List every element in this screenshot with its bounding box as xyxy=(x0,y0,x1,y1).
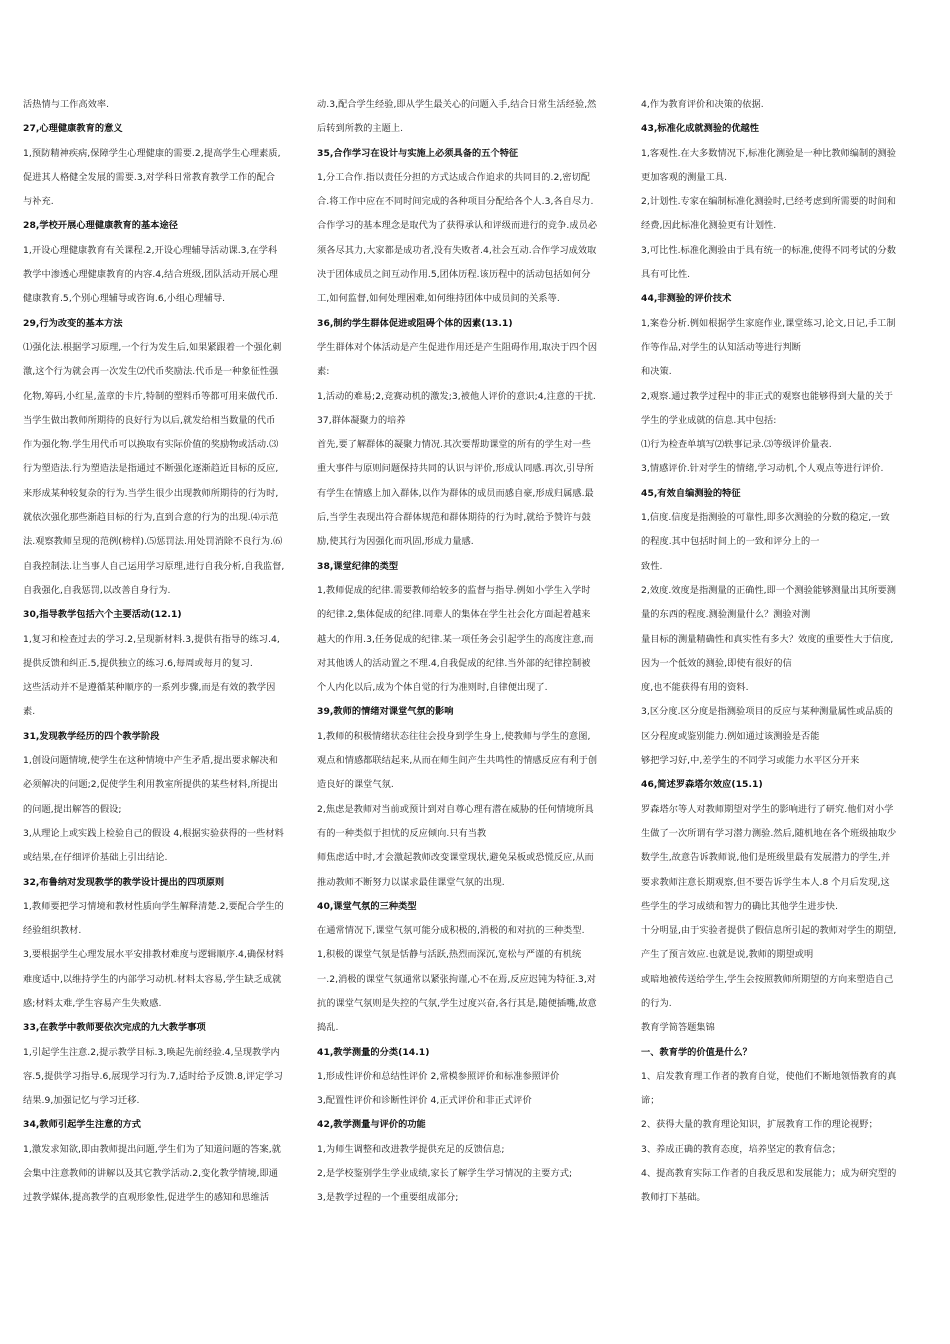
text-line: 学生的学业成就的信息.其中包括: xyxy=(641,414,777,426)
text-line: 的问题,提出解答的假设; xyxy=(23,803,122,815)
text-line: 3,从理论上或实践上检验自己的假设 4,根据实验获得的一些材料 xyxy=(23,827,284,839)
section-heading: 46,简述罗森塔尔效应(15.1) xyxy=(641,779,763,791)
text-line: 素: xyxy=(317,366,330,378)
section-heading: 44,非测验的评价技术 xyxy=(641,293,732,305)
text-line: 因为一个低效的测验,即使有很好的信 xyxy=(641,657,792,669)
section-heading: 28,学校开展心理健康教育的基本途径 xyxy=(23,220,178,232)
text-line: 量目标的测量精确性和真实性有多大？效度的重要性大于信度, xyxy=(641,633,894,645)
section-heading: 27,心理健康教育的意义 xyxy=(23,123,123,135)
section-heading: 29,行为改变的基本方法 xyxy=(23,317,123,329)
text-line: 难度适中,以维持学生的内部学习动机.材料太容易,学生缺乏成就 xyxy=(23,973,282,985)
section-heading: 42,教学测量与评价的功能 xyxy=(317,1119,426,1131)
text-line: 过教学媒体,提高教学的直观形象性,促进学生的感知和思维活 xyxy=(23,1192,270,1204)
text-line: 学生群体对个体活动是产生促进作用还是产生阻碍作用,取决于四个因 xyxy=(317,341,598,353)
text-line: 作为强化物.学生用代币可以换取有实际价值的奖励物或活动.⑶ xyxy=(23,439,279,451)
text-line: 3,要根据学生心理发展水平安排教材难度与逻辑顺序.4,确保材料 xyxy=(23,949,284,961)
text-line: 1,开设心理健康教育有关课程.2,开设心理辅导活动课.3,在学科 xyxy=(23,244,278,256)
text-line: 自我控制法.让当事人自己运用学习原理,进行自我分析,自我监督, xyxy=(23,560,285,572)
text-line: 具有可比性. xyxy=(641,269,691,281)
text-line: 度,也不能获得有用的资料. xyxy=(641,682,749,694)
text-line: 的程度.其中包括时间上的一致和评分上的一 xyxy=(641,536,820,548)
text-line: 促进其人格健全发展的需要.3,对学科日常教育教学工作的配合 xyxy=(23,171,276,183)
text-line: 来形成某种较复杂的行为.当学生很少出现教师所期待的行为时, xyxy=(23,487,279,499)
text-line: 2,效度.效度是指测量的正确性,即一个测验能够测量出其所要测 xyxy=(641,584,896,596)
text-line: 1,形成性评价和总结性评价 2,常模参照评价和标准参照评价 xyxy=(317,1070,560,1082)
text-line: 捣乱. xyxy=(317,1022,339,1034)
text-line: 行为塑造法.行为塑造法是指通过不断强化逐渐趋近目标的反应, xyxy=(23,463,279,475)
text-line: 4,作为教育评价和决策的依据. xyxy=(641,99,764,110)
text-line: 经费,因此标准化测验更有计划性. xyxy=(641,220,777,232)
text-line: 4、提高教育实际工作者的自我反思和发展能力；成为研究型的 xyxy=(641,1168,897,1180)
text-line: 结果.9,加强记忆与学习迁移. xyxy=(23,1095,140,1107)
text-line: 推动教师不断努力以谋求最佳课堂气氛的出现. xyxy=(317,876,505,888)
text-column-right xyxy=(641,93,933,1211)
text-line: 3,可比性.标准化测验由于具有统一的标准,使得不同考试的分数 xyxy=(641,244,896,256)
text-line: 1,激发求知欲,即由教师提出问题,学生们为了知道问题的答案,就 xyxy=(23,1143,281,1155)
text-line: 量的东西的程度.测验测量什么？测验对测 xyxy=(641,609,811,621)
text-line: 作等作品,对学生的认知活动等进行判断 xyxy=(641,341,802,353)
text-line: 越大的作用.3,任务促成的纪律.某一项任务会引起学生的高度注意,而 xyxy=(317,633,594,645)
text-line: 3、养成正确的教育态度，培养坚定的教育信念； xyxy=(641,1143,841,1155)
text-line: 1,为师生调整和改进教学提供充足的反馈信息; xyxy=(317,1143,505,1155)
section-heading: 45,有效自编测验的特征 xyxy=(641,487,741,499)
section-heading: 32,布鲁纳对发现教学的教学设计提出的四项原则 xyxy=(23,876,225,888)
text-line: 1,复习和检查过去的学习.2,呈现新材料.3,提供有指导的练习.4, xyxy=(23,633,280,645)
text-line: 1,教师要把学习情境和教材性质向学生解释清楚.2,要配合学生的 xyxy=(23,900,284,912)
text-line: 的行为. xyxy=(641,997,672,1009)
text-line: 激,这个行为就会再一次发生⑵代币奖励法.代币是一种象征性强 xyxy=(23,366,279,378)
text-line: 对其他诱人的活动置之不理.4,自我促成的纪律.当外部的纪律控制被 xyxy=(317,657,591,669)
text-line: 造良好的课堂气氛. xyxy=(317,779,394,791)
text-line: 3,配置性评价和诊断性评价 4,正式评价和非正式评价 xyxy=(317,1095,532,1107)
text-line: 有学生在情感上加入群体,以作为群体的成员而感自豪,形成归属感.最 xyxy=(317,487,594,499)
text-line: 1,信度.信度是指测验的可靠性,即多次测验的分数的稳定,一致 xyxy=(641,512,890,524)
text-line: 1,教师促成的纪律.需要教师给较多的监督与指导.例如小学生入学时 xyxy=(317,584,591,596)
text-line: 37,群体凝聚力的培养 xyxy=(317,414,406,426)
text-line: 有的一种类似于担忧的反应倾向.只有当教 xyxy=(317,827,487,839)
text-line: 数学生,故意告诉教师说,他们是班级里最有发展潜力的学生,并 xyxy=(641,852,891,864)
text-line: 的纪律.2,集体促成的纪律.同辈人的集体在学生社会化方面起着越来 xyxy=(317,609,591,621)
text-line: 合.将工作中应在不同时间完成的各种项目分配给各个人.3,各自尽力. xyxy=(317,196,594,208)
text-line: 经验组织教材. xyxy=(23,925,82,937)
text-line: ⑴强化法.根据学习原理,一个行为发生后,如果紧跟着一个强化刺 xyxy=(23,341,282,353)
text-line: 或暗地被传送给学生,学生会按照教师所期望的方向来塑造自己 xyxy=(641,973,894,985)
text-line: 1,客观性.在大多数情况下,标准化测验是一种比教师编制的测验 xyxy=(641,147,896,159)
text-line: 一.2,消极的课堂气氛通常以紧张拘谨,心不在焉,反应迟钝为特征.3,对 xyxy=(317,973,597,985)
section-heading: 43,标准化成就测验的优越性 xyxy=(641,123,760,135)
text-line: 1、启发教育理工作者的教育自觉，使他们不断地领悟教育的真 xyxy=(641,1070,897,1082)
text-line: 这些活动并不是遵循某种顺序的一系列步骤,而是有效的教学因 xyxy=(23,682,276,694)
section-heading: 39,教师的情绪对课堂气氛的影响 xyxy=(317,706,454,718)
text-line: 1,积极的课堂气氛是恬静与活跃,热烈而深沉,宽松与严谨的有机统 xyxy=(317,949,582,961)
text-line: 够把学习好,中,差学生的不同学习或能力水平区分开来 xyxy=(641,755,860,767)
text-line: 感;材料太难,学生容易产生失败感. xyxy=(23,997,162,1009)
text-line: 合作学习的基本理念是取代为了获得承认和评级而进行的竞争.成员必 xyxy=(317,220,598,232)
section-heading: 34,教师引起学生注意的方式 xyxy=(23,1119,142,1131)
text-line: 1,预防精神疾病,保障学生心理健康的需要.2,提高学生心理素质, xyxy=(23,147,281,159)
text-line: 化物,筹码,小红星,盖章的卡片,特制的塑料币等都可用来做代币. xyxy=(23,390,279,402)
text-line: 致性. xyxy=(641,560,663,572)
text-line: 1,教师的积极情绪状态往往会投身到学生身上,使教师与学生的意图, xyxy=(317,730,591,742)
text-line: 十分明显,由于实验者提供了假信息所引起的教师对学生的期望, xyxy=(641,925,897,937)
text-line: 法.观察教师呈现的范例(榜样).⑸惩罚法.用处罚消除不良行为.⑹ xyxy=(23,536,283,548)
text-line: 和决策. xyxy=(641,366,672,378)
text-line: 1,创设问题情境,使学生在这种情境中产生矛盾,提出要求解决和 xyxy=(23,755,278,767)
text-line: 生做了一次所谓有学习潜力测验.然后,随机地在各个班级抽取少 xyxy=(641,827,897,839)
text-line: 须各尽其力,大家都是成功者,没有失败者.4,社会互动.合作学习成效取 xyxy=(317,244,597,256)
text-column-middle xyxy=(317,93,609,1211)
text-line: 1,案卷分析.例如根据学生家庭作业,课堂练习,论文,日记,手工制 xyxy=(641,317,896,329)
section-heading: 33,在教学中教师要依次完成的九大教学事项 xyxy=(23,1022,206,1034)
text-line: 更加客观的测量工具. xyxy=(641,171,728,183)
text-line: 后转到所教的主题上. xyxy=(317,123,404,135)
text-line: 重大事件与原则问题保持共同的认识与评价,形成认同感.再次,引导所 xyxy=(317,463,594,475)
text-line: 教学中渗透心理健康教育的内容.4,结合班级,团队活动开展心理 xyxy=(23,269,278,281)
text-line: 产生了预言效应.也就是说,教师的期望或明 xyxy=(641,949,814,961)
text-line: 活热情与工作高效率. xyxy=(23,99,110,110)
text-line: 些学生的学习成绩和智力的确比其他学生进步快. xyxy=(641,900,838,912)
text-line: 1,引起学生注意.2,提示教学目标.3,唤起先前经验.4,呈现教学内 xyxy=(23,1046,280,1058)
text-line: 会集中注意教师的讲解以及其它教学活动.2,变化教学情境,即通 xyxy=(23,1168,278,1180)
text-line: ⑴行为检查单填写⑵轶事记录.⑶等级评价量表. xyxy=(641,439,832,451)
section-heading: 38,课堂纪律的类型 xyxy=(317,560,399,572)
text-line: 在通常情况下,课堂气氛可能分成积极的,消极的和对抗的三种类型. xyxy=(317,925,585,937)
text-line: 3,是教学过程的一个重要组成部分; xyxy=(317,1192,459,1204)
text-line: 2,是学校鉴别学生学业成绩,家长了解学生学习情况的主要方式; xyxy=(317,1168,573,1180)
text-line: 必须解决的问题;2,促使学生利用教室所提供的某些材料,所提出 xyxy=(23,779,279,791)
text-line: 2,计划性.专家在编制标准化测验时,已经考虑到所需要的时间和 xyxy=(641,196,896,208)
text-line: 3,区分度.区分度是指测验项目的反应与某种测量属性或品质的 xyxy=(641,706,894,718)
text-line: 师焦虑适中时,才会激起教师改变课堂现状,避免呆板或恐慌反应,从而 xyxy=(317,852,594,864)
text-column-left xyxy=(23,93,315,1211)
section-heading: 35,合作学习在设计与实施上必须具备的五个特征 xyxy=(317,147,519,159)
text-line: 素. xyxy=(23,706,36,718)
text-line: 工,如何监督,如何处理困难,如何维持团体中成员间的关系等. xyxy=(317,293,560,305)
section-heading: 41,教学测量的分类(14.1) xyxy=(317,1046,430,1058)
section-heading: 40,课堂气氛的三种类型 xyxy=(317,900,417,912)
section-heading: 一、教育学的价值是什么？ xyxy=(641,1046,752,1058)
text-line: 1,活动的难易;2,竞赛动机的激发;3,被他人评价的意识;4,注意的干扰. xyxy=(317,390,596,402)
text-line: 首先,要了解群体的凝聚力情况.其次要帮助课堂的所有的学生对一些 xyxy=(317,439,591,451)
text-line: 提供反馈和纠正.5,提供独立的练习.6,每周或每月的复习. xyxy=(23,657,253,669)
text-line: 2,观察.通过教学过程中的非正式的观察也能够得到大量的关于 xyxy=(641,390,894,402)
text-line: 健康教育.5,个别心理辅导或咨询.6,小组心理辅导. xyxy=(23,293,226,305)
text-line: 罗森塔尔等人对教师期望对学生的影响进行了研究.他们对小学 xyxy=(641,803,894,815)
text-line: 抗的课堂气氛则是失控的气氛,学生过度兴奋,各行其是,随便插嘴,故意 xyxy=(317,997,597,1009)
text-line: 自我强化,自我惩罚,以改善自身行为. xyxy=(23,584,171,596)
text-line: 决于团体成员之间互动作用.5,团体历程.该历程中的活动包括如何分 xyxy=(317,269,591,281)
section-heading: 30,指导教学包括六个主要活动(12.1) xyxy=(23,609,182,621)
section-heading: 36,制约学生群体促进或阻碍个体的因素(13.1) xyxy=(317,317,513,329)
text-line: 就依次强化那些渐趋目标的行为,直到合意的行为的出现.⑷示范 xyxy=(23,512,279,524)
text-line: 后,当学生表现出符合群体规范和群体期待的行为时,就给予赞许与鼓 xyxy=(317,512,591,524)
text-line: 3,情感评价.针对学生的情绪,学习动机,个人观点等进行评价. xyxy=(641,463,884,475)
text-line: 1,分工合作.指以责任分担的方式达成合作追求的共同目的.2,密切配 xyxy=(317,171,591,183)
text-line: 教师打下基础。 xyxy=(641,1192,706,1204)
text-line: 区分程度或鉴别能力.例如通过该测验是否能 xyxy=(641,730,820,742)
text-line: 与补充. xyxy=(23,196,54,208)
text-line: 谛； xyxy=(641,1095,660,1107)
text-line: 观点和情感都联结起来,从而在师生间产生共鸣性的情感反应有利于创 xyxy=(317,755,598,767)
text-line: 或结果,在仔细评价基础上引出结论. xyxy=(23,852,168,864)
text-line: 容.5,提供学习指导.6,展现学习行为.7,适时给予反馈.8,评定学习 xyxy=(23,1070,283,1082)
section-heading: 31,发现教学经历的四个教学阶段 xyxy=(23,730,160,742)
text-line: 2、获得大量的教育理论知识，扩展教育工作的理论视野； xyxy=(641,1119,878,1131)
text-line: 2,焦虑是教师对当前或预计到对自尊心理有潜在威胁的任何情境所具 xyxy=(317,803,594,815)
text-line: 教育学简答题集锦 xyxy=(641,1022,715,1034)
text-line: 当学生做出教师所期待的良好行为以后,就发给相当数量的代币 xyxy=(23,414,276,426)
text-line: 动.3,配合学生经验,即从学生最关心的问题入手,结合日常生活经验,然 xyxy=(317,99,597,110)
text-line: 励,使其行为因强化而巩固,形成力量感. xyxy=(317,536,474,548)
text-line: 个人内化以后,成为个体自觉的行为准则时,自律便出现了. xyxy=(317,682,548,694)
text-line: 要求教师注意长期观察,但不要告诉学生本人.8 个月后发现,这 xyxy=(641,876,890,888)
